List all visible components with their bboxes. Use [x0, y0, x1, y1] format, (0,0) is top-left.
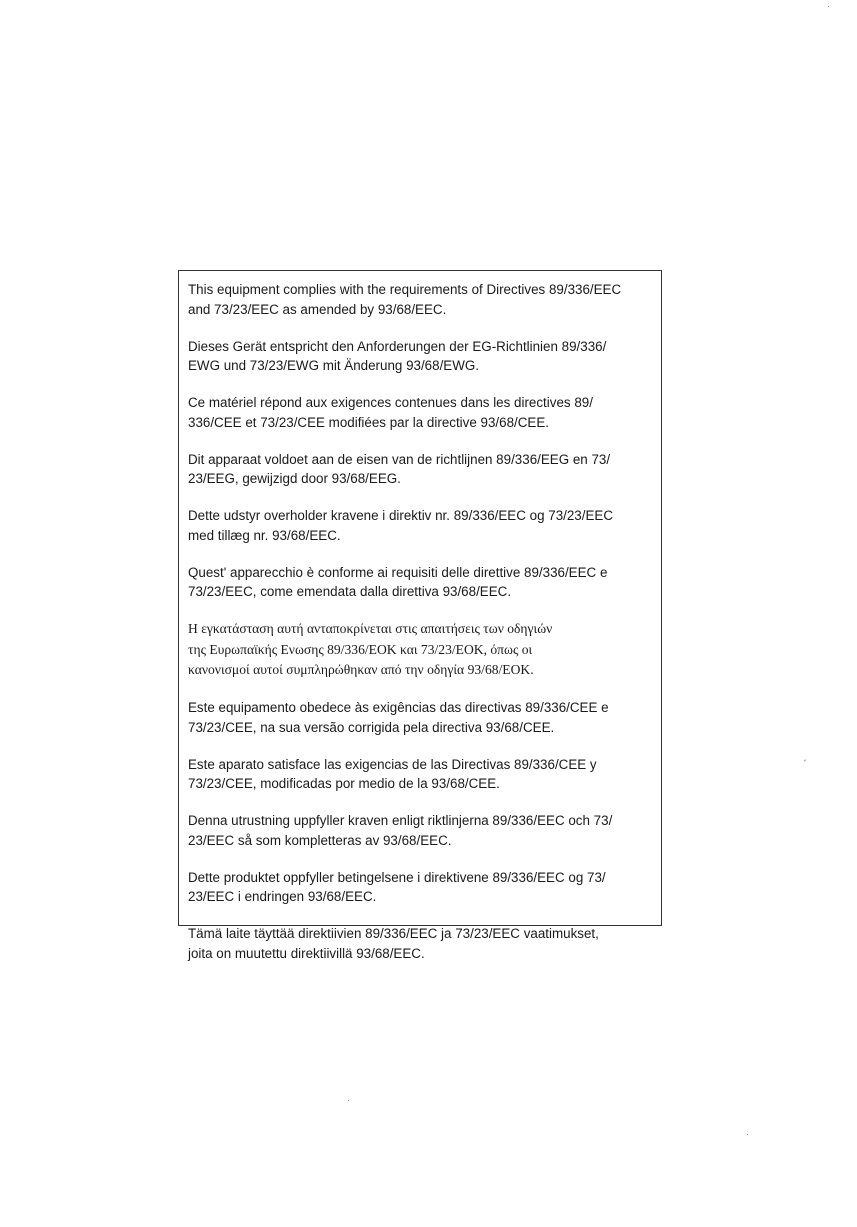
notice-paragraph-pt: Este equipamento obedece às exigências das directivas 89/336/CEE e 73/23/CEE, na sua versão corrigida pela directiva 93/68/CEE. — [188, 700, 609, 735]
scan-speck — [804, 759, 806, 761]
scan-speck — [828, 6, 829, 7]
notice-paragraph-fi: Tämä laite täyttää direktiivien 89/336/EEC ja 73/23/EEC vaatimukset, joita on muutettu direktiivillä 93/68/EEC. — [188, 926, 599, 961]
notice-paragraph-es: Este aparato satisface las exigencias de las Directivas 89/336/CEE y 73/23/CEE, modificadas por medio de la 93/68/CEE. — [188, 756, 597, 791]
notice-paragraph-sv: Denna utrustning uppfyller kraven enligt riktlinjerna 89/336/EEC och 73/ 23/EEC så som kompletteras av 93/68/EEC. — [188, 813, 613, 848]
compliance-notice-box — [178, 270, 662, 961]
notice-paragraph-nl: Dit apparaat voldoet aan de eisen van de richtlijnen 89/336/EEG en 73/ 23/EEG, gewijzigd door 93/68/EEG. — [188, 451, 611, 486]
notice-paragraph-no: Dette produktet oppfyller betingelsene i direktivene 89/336/EEC og 73/ 23/EEC i endringen 93/68/EEC. — [188, 869, 606, 904]
notice-paragraph-de: Dieses Gerät entspricht den Anforderungen der EG-Richtlinien 89/336/ EWG und 73/23/EWG mit Änderung 93/68/EWG. — [188, 338, 607, 373]
scan-speck — [348, 1100, 349, 1101]
scan-speck — [747, 1134, 748, 1135]
notice-paragraph-da: Dette udstyr overholder kravene i direktiv nr. 89/336/EEC og 73/23/EEC med tillæg nr. 93/68/EEC. — [188, 508, 614, 543]
notice-paragraph-el: Η εγκατάσταση αυτή ανταποκρίνεται στις απαιτήσεις των οδηγιών της Ευρωπαϊκής Ενωσης 89/336/ΕΟΚ και 73/23/ΕΟΚ, όπως οι κανονισμοί αυτοί συμπληρώθηκαν από την οδηγία 93/68/ΕΟΚ. — [188, 621, 553, 677]
notice-paragraph-it: Quest' apparecchio è conforme ai requisiti delle direttive 89/336/EEC e 73/23/EEC, come emendata dalla direttiva 93/68/EEC. — [188, 564, 608, 599]
notice-paragraph-en: This equipment complies with the requirements of Directives 89/336/EEC and 73/23/EEC as amended by 93/68/EEC. — [188, 282, 622, 317]
notice-paragraph-fr: Ce matériel répond aux exigences contenues dans les directives 89/ 336/CEE et 73/23/CEE modifiées par la directive 93/68/CEE. — [188, 395, 593, 430]
